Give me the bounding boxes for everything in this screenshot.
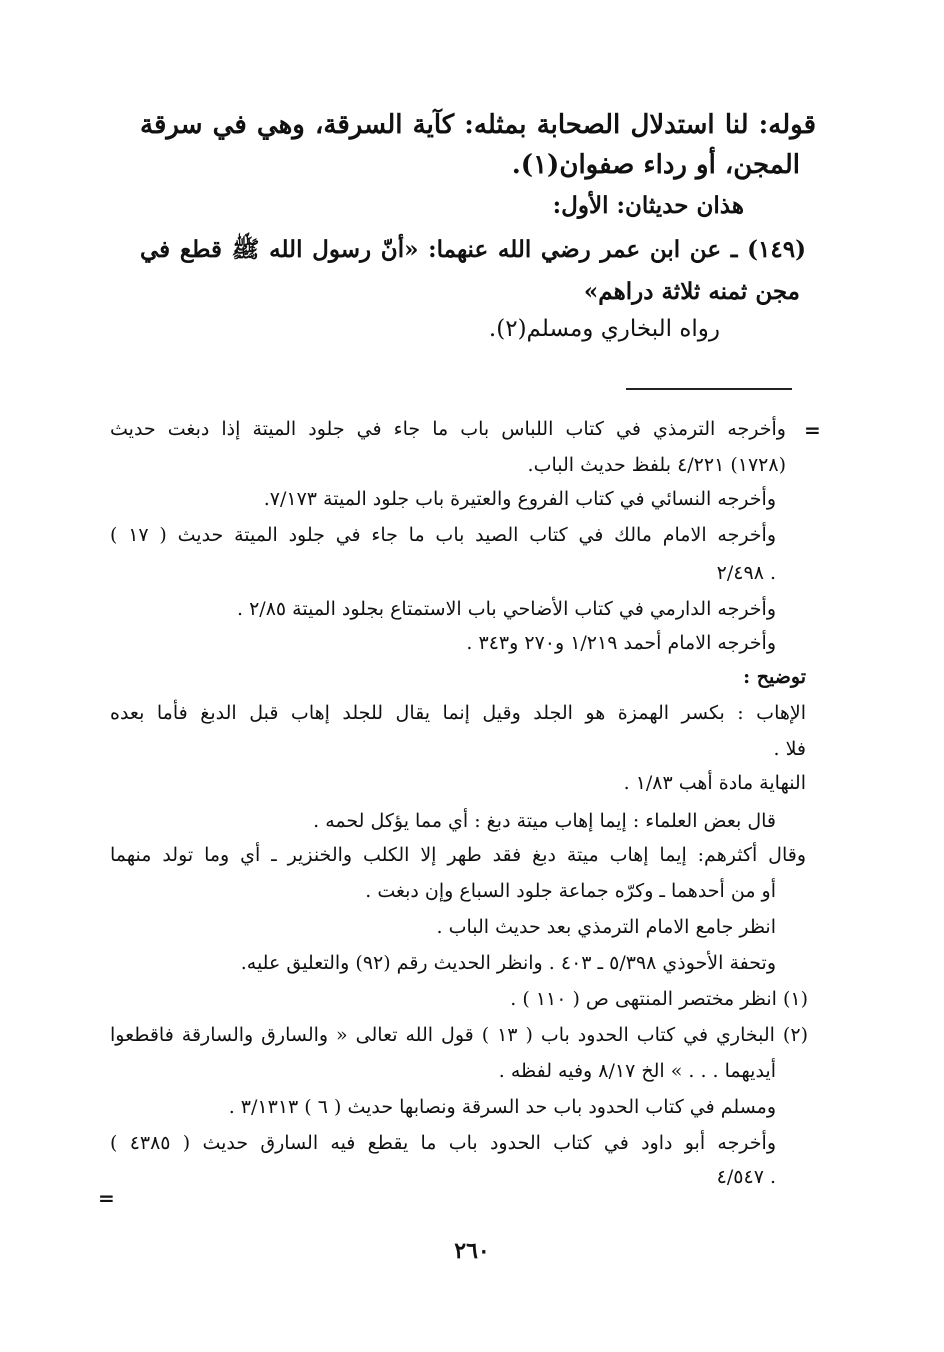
- footnote-line: وأخرجه الامام أحمد ١/٢١٩ و٢٧٠ و٣٤٣ .: [466, 632, 776, 654]
- footnote-separator: [626, 388, 792, 390]
- page-number: ٢٦٠: [454, 1238, 490, 1264]
- footnote-line: أو من أحدهما ـ وكرّه جماعة جلود السباع وإن دبغت .: [365, 880, 776, 902]
- footnote-line: أيديهما . . . » الخ ٨/١٧ وفيه لفظه .: [498, 1060, 776, 1082]
- continuation-mark: =: [804, 418, 821, 442]
- footnote-line: النهاية مادة أهب ١/٨٣ .: [623, 772, 806, 794]
- footnote-line: (١٧٢٨) ٤/٢٢١ بلفظ حديث الباب.: [527, 454, 786, 476]
- footnote-line: وأخرجه أبو داود في كتاب الحدود باب ما يقطع فيه السارق حديث ( ٤٣٨٥ ): [110, 1132, 776, 1154]
- footnote-line: وأخرجه الدارمي في كتاب الأضاحي باب الاستمتاع بجلود الميتة ٢/٨٥ .: [237, 598, 776, 620]
- footnote-line: ٢/٤٩٨ .: [716, 562, 776, 584]
- footnote-line: وأخرجه الامام مالك في كتاب الصيد باب ما جاء في جلود الميتة حديث ( ١٧ ): [110, 524, 776, 546]
- footnote-line: ٤/٥٤٧ .: [716, 1166, 776, 1188]
- footnote-line: قال بعض العلماء : إيما إهاب ميتة دبغ : أي مما يؤكل لحمه .: [313, 810, 776, 832]
- hadith-line-2: مجن ثمنه ثلاثة دراهم»: [583, 278, 800, 305]
- end-mark: =: [98, 1186, 115, 1210]
- hadith-line-3: رواه البخاري ومسلم(٢).: [488, 316, 720, 342]
- footnote-ref-1: (١) انظر مختصر المنتهى ص ( ١١٠ ) .: [510, 988, 808, 1010]
- footnote-line: الإهاب : بكسر الهمزة هو الجلد وقيل إنما يقال للجلد إهاب قبل الدبغ فأما بعده: [110, 702, 806, 724]
- hadith-line-1: (١٤٩) ـ عن ابن عمر رضي الله عنهما: «أنّ رسول الله ﷺ قطع في: [140, 236, 806, 263]
- footnote-line: وقال أكثرهم: إيما إهاب ميتة دبغ فقد طهر إلا الكلب والخنزير ـ أي وما تولد منهما: [110, 844, 806, 866]
- heading-line-2: المجن، أو رداء صفوان(١).: [511, 150, 800, 180]
- footnote-ref-2: (٢) البخاري في كتاب الحدود باب ( ١٣ ) قول الله تعالى « والسارق والسارقة فاقطعوا: [110, 1024, 808, 1046]
- footnote-subheading: توضيح :: [743, 666, 806, 688]
- footnote-line: وأخرجه الترمذي في كتاب اللباس باب ما جاء في جلود الميتة إذا دبغت حديث: [110, 418, 786, 440]
- footnote-line: فلا .: [773, 738, 806, 760]
- footnote-line: انظر جامع الامام الترمذي بعد حديث الباب .: [436, 916, 776, 938]
- heading-line-1: قوله: لنا استدلال الصحابة بمثله: كآية السرقة، وهي في سرقة: [140, 110, 816, 140]
- footnote-line: وتحفة الأحوذي ٥/٣٩٨ ـ ٤٠٣ . وانظر الحديث رقم (٩٢) والتعليق عليه.: [240, 952, 776, 974]
- footnote-line: وأخرجه النسائي في كتاب الفروع والعتيرة باب جلود الميتة ٧/١٧٣.: [263, 488, 776, 510]
- footnote-line: ومسلم في كتاب الحدود باب حد السرقة ونصابها حديث ( ٦ ) ٣/١٣١٣ .: [228, 1096, 776, 1118]
- intro-line: هذان حديثان: الأول:: [552, 192, 744, 219]
